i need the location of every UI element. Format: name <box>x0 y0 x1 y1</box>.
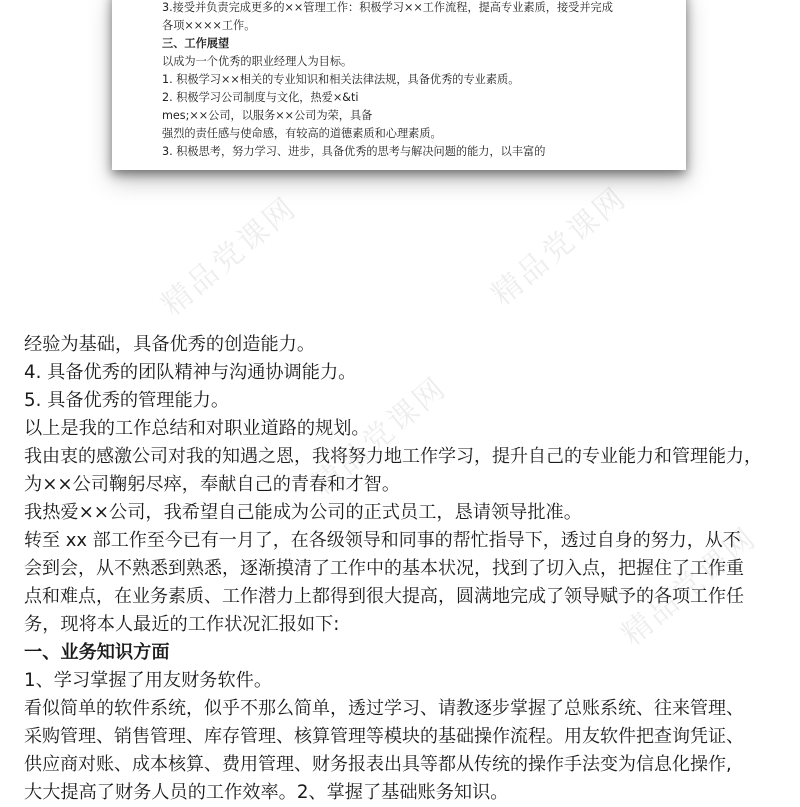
card-section-heading: 三、工作展望 <box>162 37 230 50</box>
body-text-line: 4. 具备优秀的团队精神与沟通协调能力。 <box>24 362 357 383</box>
watermark: 精品党课网 <box>305 370 455 503</box>
card-text-line: 3.接受并负责完成更多的××管理工作：积极学习××工作流程，提高专业素质，接受并完成 <box>162 1 613 14</box>
body-text-line: 我由衷的感激公司对我的知遇之恩，我将努力地工作学习，提升自己的专业能力和管理能力， <box>24 446 762 467</box>
card-text-line: 以成为一个优秀的职业经理人为目标。 <box>162 55 353 68</box>
body-text-line: 转至 xx 部工作至今已有一月了，在各级领导和同事的帮忙指导下，透过自身的努力，从不 <box>24 530 741 551</box>
watermark: 精品党课网 <box>155 190 305 323</box>
body-text-line: 务，现将本人最近的工作状况汇报如下: <box>24 614 340 635</box>
watermark: 精品党课网 <box>485 180 635 313</box>
document-page-preview <box>112 0 686 170</box>
body-text-line: 经验为基础，具备优秀的创造能力。 <box>24 334 316 355</box>
body-text-line: 5. 具备优秀的管理能力。 <box>24 390 230 411</box>
body-text-line: 为××公司鞠躬尽瘁，奉献自己的青春和才智。 <box>24 474 401 495</box>
body-text-line: 采购管理、销售管理、库存管理、核算管理等模块的基础操作流程。用友软件把查询凭证、 <box>24 726 744 747</box>
watermark: 精品党课网 <box>615 520 765 653</box>
body-text-line: 以上是我的工作总结和对职业道路的规划。 <box>24 418 370 439</box>
body-text-line: 我热爱××公司，我希望自己能成为公司的正式员工，恳请领导批准。 <box>24 502 582 523</box>
card-text-line: 强烈的责任感与使命感，有较高的道德素质和心理素质。 <box>162 127 442 140</box>
body-text-line: 供应商对账、成本核算、费用管理、财务报表出具等都从传统的操作手法变为信息化操作, <box>24 754 732 775</box>
body-text-line: 1、学习掌握了用友财务软件。 <box>24 670 273 691</box>
card-text-line: 1. 积极学习××相关的专业知识和相关法律法规，具备优秀的专业素质。 <box>162 73 520 86</box>
body-text-line: 大大提高了财务人员的工作效率。2、掌握了基础账务知识。 <box>24 782 509 803</box>
section-heading: 一、业务知识方面 <box>24 642 170 663</box>
card-text-line: 3. 积极思考，努力学习、进步，具备优秀的思考与解决问题的能力，以丰富的 <box>162 145 546 158</box>
card-text-line: 各项××××工作。 <box>162 19 256 32</box>
body-text-line: 看似简单的软件系统，似乎不那么简单，透过学习、请教逐步掌握了总账系统、往来管理、 <box>24 698 744 719</box>
body-text-line: 点和难点，在业务素质、工作潜力上都得到很大提高，圆满地完成了领导赋予的各项工作任 <box>24 586 744 607</box>
body-text-line: 会到会，从不熟悉到熟悉，逐渐摸清了工作中的基本状况，找到了切入点，把握住了工作重 <box>24 558 744 579</box>
card-text-line: mes;××公司，以服务××公司为荣，具备 <box>162 109 373 122</box>
card-text-line: 2. 积极学习公司制度与文化，热爱×&ti <box>162 91 359 104</box>
